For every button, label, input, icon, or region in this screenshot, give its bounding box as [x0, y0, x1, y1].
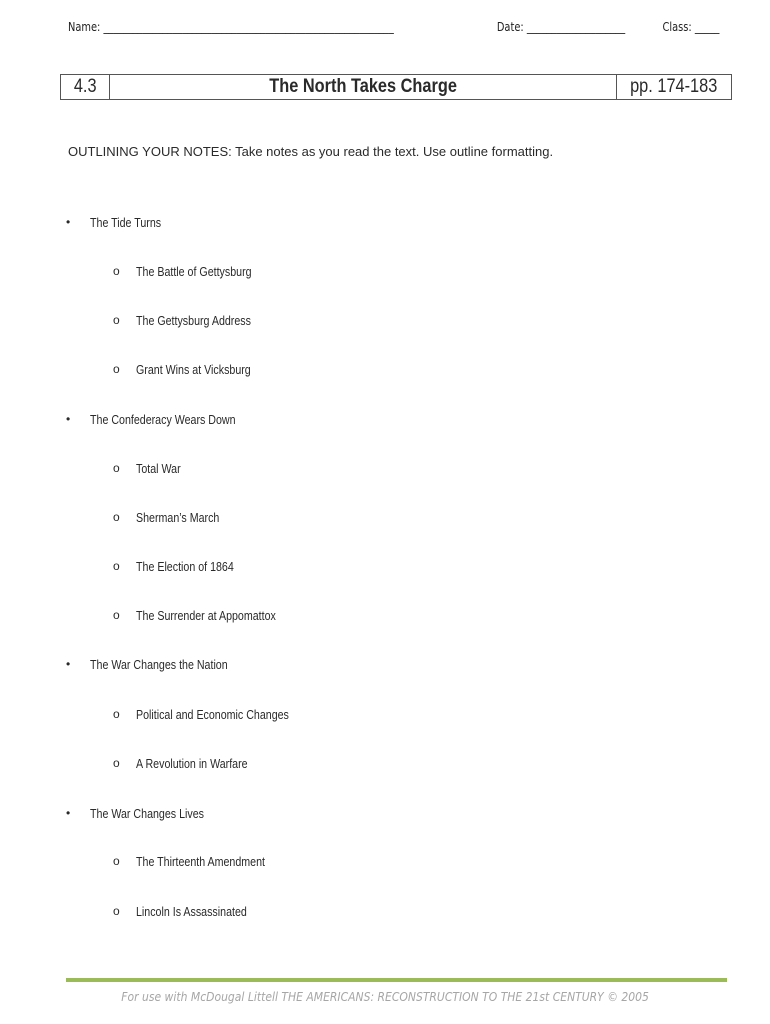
outline-subitem-text: Political and Economic Changes [136, 707, 289, 722]
footer-rule [66, 978, 727, 982]
name-field-label: Name: ___________________________________________________________ [68, 20, 394, 34]
student-info-header [68, 20, 720, 40]
outline-subitem-text: The Gettysburg Address [136, 313, 251, 328]
bullet-icon: • [66, 806, 71, 820]
outline-heading-text: The War Changes the Nation [90, 657, 228, 672]
class-field-label: Class: _____ [662, 20, 720, 34]
outline-heading-text: The Confederacy Wears Down [90, 412, 236, 427]
circle-bullet-icon: o [113, 904, 120, 918]
outline-subitem-text: Total War [136, 461, 181, 476]
page-title: The North Takes Charge [269, 76, 457, 97]
page-range: pp. 174-183 [630, 76, 718, 97]
outline-subitem-text: Grant Wins at Vicksburg [136, 362, 251, 377]
circle-bullet-icon: o [113, 608, 120, 622]
instructions: OUTLINING YOUR NOTES: Take notes as you read the text. Use outline formatting. [68, 144, 554, 159]
outline-subitem-text: Sherman’s March [136, 510, 220, 525]
outline-subitem-text: The Thirteenth Amendment [136, 854, 265, 869]
title-table [60, 74, 732, 100]
bullet-icon: • [66, 215, 71, 229]
outline-subitem-text: Lincoln Is Assassinated [136, 904, 247, 919]
circle-bullet-icon: o [113, 313, 120, 327]
section-number: 4.3 [73, 76, 97, 97]
circle-bullet-icon: o [113, 461, 120, 475]
outline-heading-text: The Tide Turns [90, 215, 162, 230]
circle-bullet-icon: o [113, 756, 120, 770]
footer [0, 990, 770, 1004]
section-number-cell [61, 75, 110, 99]
circle-bullet-icon: o [113, 264, 120, 278]
date-field-label: Date: ____________________ [496, 20, 626, 34]
footer-text: For use with McDougal Littell THE AMERICANS: RECONSTRUCTION TO THE 21st CENTURY © 2005 [121, 990, 649, 1004]
outline-heading-text: The War Changes Lives [90, 806, 204, 821]
circle-bullet-icon: o [113, 559, 120, 573]
circle-bullet-icon: o [113, 510, 120, 524]
outline-subitem-text: The Surrender at Appomattox [136, 608, 276, 623]
outline-subitem-text: The Election of 1864 [136, 559, 234, 574]
bullet-icon: • [66, 657, 71, 671]
outline-subitem-text: A Revolution in Warfare [136, 756, 248, 771]
circle-bullet-icon: o [113, 362, 120, 376]
circle-bullet-icon: o [113, 707, 120, 721]
outline-subitem-text: The Battle of Gettysburg [136, 264, 252, 279]
circle-bullet-icon: o [113, 854, 120, 868]
bullet-icon: • [66, 412, 71, 426]
title-cell [110, 75, 617, 99]
pages-cell [617, 75, 731, 99]
